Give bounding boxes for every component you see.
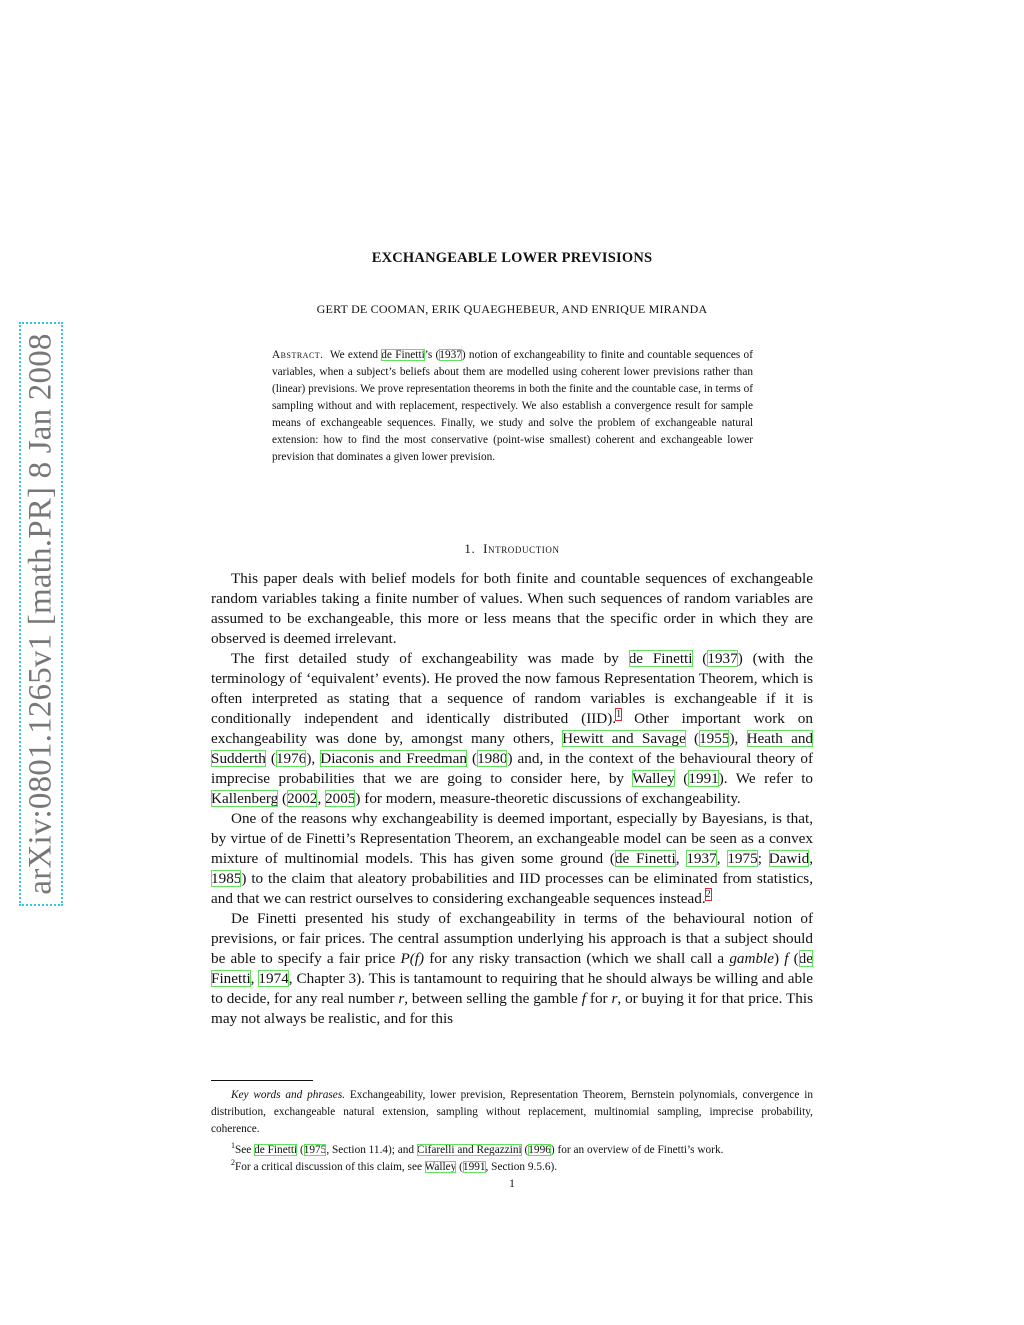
paragraph-text: ( [278, 790, 288, 807]
body-text [211, 569, 813, 1029]
keywords [211, 1087, 813, 1138]
paragraph-text: ), [306, 750, 321, 767]
footnote-text: , Section 9.5.6). [485, 1160, 558, 1173]
paragraph-text: ) to the claim that aleatory probabilities and IID processes can be eliminated from statistics, and that we can restrict ourselves to considering exchangeable sequences instead. [211, 870, 813, 907]
citation-link[interactable]: 1974 [258, 970, 289, 987]
paragraph-text: ) for modern, measure-theoretic discussions of exchangeability. [355, 790, 741, 807]
math-expression: f [581, 990, 587, 1007]
citation-link[interactable]: 1937 [707, 650, 738, 667]
paragraph-text: , [675, 850, 687, 867]
keywords-label: Key words and phrases. [231, 1089, 346, 1101]
abstract-text: ) notion of exchangeability to finite and countable sequences of variables, when a subject’s beliefs about them are modelled using coherent lower previsions rather than (linear) previsions. We prove representation theorems in both the finite and the countable case, in terms of sampling without and with replacement, respectively. We also establish a convergence result for sample means of exchangeable sequences. Finally, we study and solve the problem of exchangeable natural extension: how to find the most conservative (point-wise smallest) coherent and exchangeable lower prevision that dominates a given lower prevision. [272, 349, 753, 463]
citation-link[interactable]: 1975 [303, 1143, 327, 1156]
paragraph-text: , [317, 790, 326, 807]
citation-link[interactable]: 2005 [325, 790, 356, 807]
abstract [272, 347, 753, 466]
citation-link[interactable]: 2002 [287, 790, 318, 807]
citation-link[interactable]: 1976 [275, 750, 307, 767]
citation-link[interactable]: Cifarelli and Regazzini [416, 1143, 522, 1156]
citation-link[interactable]: Dawid [768, 850, 810, 867]
math-expression: P(f) [400, 950, 425, 967]
arxiv-id: arXiv:0801.1265v1 [math.PR] 8 Jan 2008 [22, 333, 59, 895]
paragraph-text: ( [692, 650, 708, 667]
math-expression: f [784, 950, 789, 967]
citation-link[interactable]: 1937 [686, 850, 717, 867]
section-title: Introduction [483, 541, 560, 556]
footnote-rule [211, 1080, 313, 1081]
paragraph-text: ( [265, 750, 276, 767]
paragraph-2 [211, 649, 813, 809]
paragraph-text: ). We refer to [718, 770, 814, 787]
citation-link[interactable]: Heath and Sudderth [211, 730, 814, 767]
citation-link[interactable]: 1980 [477, 750, 508, 767]
paragraph-text: De Finetti presented his study of exchangeability in terms of the behavioural notion of previsions, or fair prices. The central assumption underlying his approach is that a subject should be able to specify a fair price [211, 910, 813, 967]
paper-title: EXCHANGEABLE LOWER PREVISIONS [371, 250, 653, 266]
citation-link[interactable]: de Finetti [254, 1143, 298, 1156]
citation-link[interactable]: 1996 [528, 1143, 551, 1156]
paragraph-text: ) (with the terminology of ‘equivalent’ events). He proved the now famous Representation Theorem, which is often interpreted as stating that a sequence of random variables is exchangeable if it is conditionally independent and identically distributed (IID). [211, 650, 813, 727]
paragraph-4 [211, 909, 813, 1029]
math-expression: r [611, 990, 618, 1007]
abstract-text: ’s ( [424, 349, 440, 361]
citation-link[interactable]: 1955 [699, 730, 730, 747]
paragraph-3 [211, 809, 813, 909]
footnote-ref[interactable]: 2 [705, 888, 711, 900]
math-expression: r [398, 990, 405, 1007]
footnote-2 [231, 1154, 813, 1176]
paragraph-text: This paper deals with belief models for both finite and countable sequences of exchangeable random variables taking a finite number of values. When such sequences of random variables are assumed to be exchangeable, this more or less means that the specific order in which they are observed is deemed irrelevant. [211, 570, 813, 647]
citation-link[interactable]: de Finetti [211, 950, 814, 987]
paragraph-text: , [250, 970, 259, 987]
footnote-text: ( [521, 1143, 529, 1156]
paragraph-text: The first detailed study of exchangeability was made by [231, 650, 629, 667]
paragraph-text: ; [757, 850, 769, 867]
footnote-text: ) for an overview of de Finetti’s work. [550, 1143, 724, 1156]
paragraph-text: , Chapter 3). This is tantamount to requiring that he should always be willing and able to decide, for any real number [211, 970, 814, 1007]
footnote-text: , Section 11.4); and [326, 1143, 417, 1156]
citation-link[interactable]: Kallenberg [211, 790, 279, 807]
footnote-text: ( [297, 1143, 304, 1156]
footnote-ref[interactable]: 1 [616, 708, 622, 720]
abstract-text: We extend [329, 349, 382, 361]
paragraph-text: One of the reasons why exchangeability is deemed important, especially by Bayesians, is that, by virtue of de Finetti’s Representation Theorem, an exchangeable model can be seen as a convex mixture of multinomial models. This has given some ground ( [211, 810, 813, 867]
citation-link[interactable]: Hewitt and Savage [562, 730, 686, 747]
paragraph-text: ( [674, 770, 689, 787]
paragraph-text: , or buying it for that price. This may not always be realistic, and for this [211, 990, 813, 1027]
citation-link[interactable]: 1991 [462, 1160, 486, 1173]
paragraph-text: Other important work on exchangeability was done by, amongst many others, [211, 710, 813, 747]
citation-link[interactable]: 1975 [727, 850, 758, 867]
paragraph-text: , between selling the gamble [404, 990, 582, 1007]
paragraph-text: ( [685, 730, 700, 747]
paragraph-1 [211, 569, 813, 649]
paragraph-text: for any risky transaction (which we shall call a [424, 950, 730, 967]
paragraph-text: , [809, 850, 814, 867]
citation-link[interactable]: 1991 [688, 770, 719, 787]
paragraph-text: ), [729, 730, 747, 747]
footnote-text: ( [456, 1160, 463, 1173]
section-number: 1. [464, 541, 476, 556]
citation-link[interactable]: de Finetti [381, 349, 425, 361]
citation-link[interactable]: Walley [632, 770, 675, 787]
paragraph-text: ) [774, 950, 785, 967]
citation-link[interactable]: 1985 [211, 870, 242, 887]
paragraph-text: ( [788, 950, 799, 967]
abstract-heading: Abstract. [272, 349, 324, 361]
citation-link[interactable]: Diaconis and Freedman [320, 750, 467, 767]
citation-link[interactable]: de Finetti [628, 650, 693, 667]
paragraph-text: ) and, in the context of the behavioural theory of imprecise probabilities that we are going to consider here, by [211, 750, 814, 787]
keywords-text: Exchangeability, lower prevision, Representation Theorem, Bernstein polynomials, convergence in distribution, exchangeable natural extension, sampling without replacement, multinomial sampling, imprecise probability, coherence. [211, 1089, 813, 1135]
citation-link[interactable]: 1937 [439, 349, 462, 361]
paper-authors: GERT DE COOMAN, ERIK QUAEGHEBEUR, AND ENRIQUE MIRANDA [316, 302, 708, 316]
footnote-mark: 2 [231, 1158, 235, 1167]
citation-link[interactable]: de Finetti [614, 850, 676, 867]
page-number: 1 [509, 1178, 515, 1190]
section-heading [0, 541, 1024, 557]
emphasis: gamble [729, 950, 775, 967]
paragraph-text: , [716, 850, 728, 867]
footnote-text: For a critical discussion of this claim, see [235, 1160, 425, 1173]
paragraph-text: for [586, 990, 612, 1007]
citation-link[interactable]: Walley [424, 1160, 457, 1173]
paragraph-text: ( [466, 750, 478, 767]
footnote-text: See [235, 1143, 255, 1156]
arxiv-stamp [19, 322, 63, 906]
footnote-mark: 1 [231, 1141, 235, 1150]
